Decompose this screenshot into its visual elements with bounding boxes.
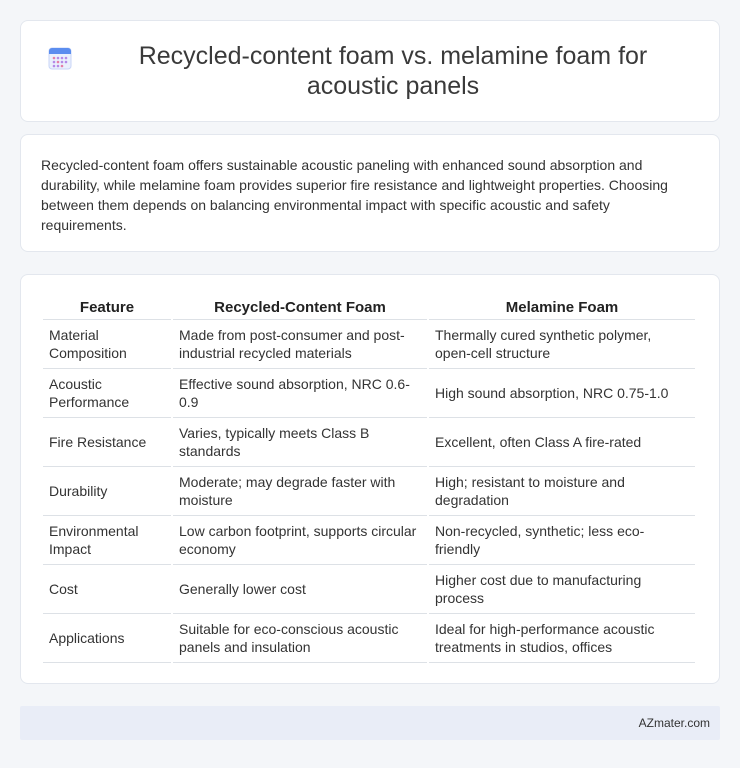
intro-text: Recycled-content foam offers sustainable acoustic paneling with enhanced sound absorption and durability, while melamine foam provides superior fire resistance and lightweight properties. Choosing between them depends on balancing environmental impact with specific acoustic and safety requirements. [41,157,668,233]
row-recycled-value: Effective sound absorption, NRC 0.6-0.9 [173,369,427,418]
row-recycled-value: Low carbon footprint, supports circular economy [173,516,427,565]
row-feature: Fire Resistance [43,418,171,467]
row-recycled-value: Generally lower cost [173,565,427,614]
table-row [43,516,695,565]
calendar-icon [47,45,73,71]
row-melamine-value: Higher cost due to manufacturing process [429,565,695,614]
row-melamine-value: Excellent, often Class A fire-rated [429,418,695,467]
title-wrap [47,41,693,101]
footer-site-link[interactable]: AZmater.com [638,716,710,730]
page-title: Recycled-content foam vs. melamine foam for acoustic panels [138,42,648,100]
intro-card [20,134,720,252]
row-feature: Applications [43,614,171,663]
row-feature: Durability [43,467,171,516]
footer [20,706,720,740]
header-feature: Feature [43,297,171,320]
row-melamine-value: Non-recycled, synthetic; less eco-friendly [429,516,695,565]
header-melamine-foam: Melamine Foam [429,297,695,320]
table-row [43,565,695,614]
table-row [43,467,695,516]
row-recycled-value: Moderate; may degrade faster with moisture [173,467,427,516]
row-recycled-value: Suitable for eco-conscious acoustic panels and insulation [173,614,427,663]
table-row [43,418,695,467]
row-feature: Cost [43,565,171,614]
row-recycled-value: Varies, typically meets Class B standards [173,418,427,467]
row-melamine-value: High; resistant to moisture and degradation [429,467,695,516]
table-row [43,614,695,663]
header-recycled-foam: Recycled-Content Foam [173,297,427,320]
title-card [20,20,720,122]
row-recycled-value: Made from post-consumer and post-industrial recycled materials [173,320,427,369]
row-feature: Material Composition [43,320,171,369]
row-feature: Environmental Impact [43,516,171,565]
row-melamine-value: Ideal for high-performance acoustic treatments in studios, offices [429,614,695,663]
row-melamine-value: Thermally cured synthetic polymer, open-cell structure [429,320,695,369]
comparison-table [41,297,697,663]
table-row [43,320,695,369]
row-melamine-value: High sound absorption, NRC 0.75-1.0 [429,369,695,418]
row-feature: Acoustic Performance [43,369,171,418]
comparison-card [20,274,720,684]
table-row [43,369,695,418]
table-header-row [43,297,695,320]
